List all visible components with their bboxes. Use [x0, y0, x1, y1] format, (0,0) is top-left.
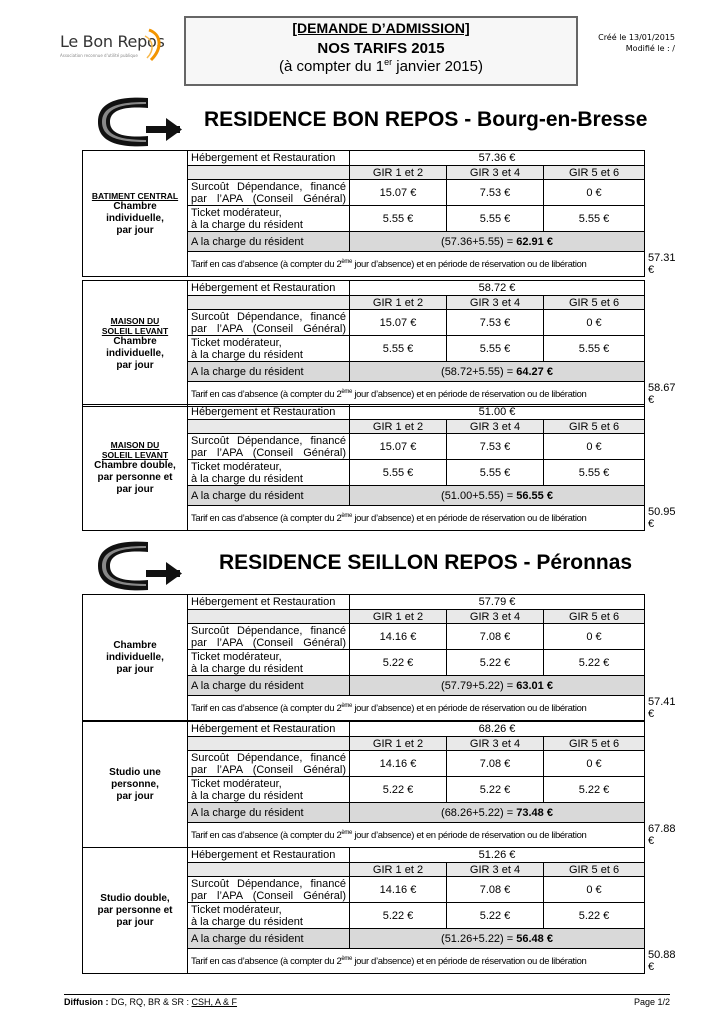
logo-swoosh-icon — [143, 26, 165, 66]
charge-formula: (57.79+5.22) = — [441, 679, 517, 692]
ticket-gir1: 5.22 € — [350, 777, 447, 803]
page-subtitle — [186, 57, 576, 75]
gir-header: GIR 3 et 4 — [447, 863, 544, 877]
gir-header: GIR 5 et 6 — [544, 737, 645, 751]
gir-header: GIR 1 et 2 — [350, 610, 447, 624]
gir-header: GIR 3 et 4 — [447, 296, 544, 310]
surcout-gir5: 0 € — [544, 624, 645, 650]
absence-text: jour d’absence) et en période de réservation ou de libération — [352, 956, 587, 968]
room-type: par jour — [116, 916, 154, 928]
charge-formula: (51.26+5.22) = — [441, 932, 517, 945]
room-type: par personne et — [97, 904, 173, 916]
gir-header: GIR 5 et 6 — [544, 296, 645, 310]
absence-text: Tarif en cas d’absence (à compter du 2 — [191, 830, 342, 842]
ticket-label-line: Ticket modérateur, — [191, 336, 282, 349]
absence-sup: ème — [341, 389, 353, 396]
ticket-label-line: Ticket modérateur, — [191, 460, 282, 473]
tariff-table: MAISON DU SOLEIL LEVANT Chambre individuelle, par jour Hébergement et Restauration 58.72 € GIR 1 et 2 GIR 3 et 4 GIR 5 et 6 Surcoût Dépendance, financé par l’APA (Conseil Général) 15.07 € 7.53 € 0 € Ticket modérateur, à la charge du résident 5.55 € 5.55 € 5.55 € A la charge du résident (58.72+5.55) = 64.27 € Tarif en cas d’absence (à compter du 2ème jour d’absence) et en période de réservation ou de libération 58.67 € — [82, 280, 645, 407]
logo — [60, 26, 165, 66]
hebergement-label: Hébergement et Restauration — [188, 595, 350, 610]
gir-header: GIR 3 et 4 — [447, 166, 544, 180]
page-number: Page 1/2 — [633, 997, 670, 1007]
room-type: individuelle, — [106, 651, 164, 663]
surcout-label: Surcoût Dépendance, financé par l’APA (Conseil Général) — [188, 624, 350, 650]
document-meta — [595, 32, 675, 54]
hebergement-label: Hébergement et Restauration — [188, 151, 350, 166]
ticket-label-line: à la charge du résident — [191, 472, 303, 485]
ticket-gir1: 5.55 € — [350, 206, 447, 232]
surcout-gir5: 0 € — [544, 751, 645, 777]
gir-header: GIR 1 et 2 — [350, 737, 447, 751]
absence-label — [188, 696, 645, 721]
hebergement-value: 68.26 € — [350, 722, 645, 737]
ticket-label-line: à la charge du résident — [191, 218, 303, 231]
hebergement-value: 57.36 € — [350, 151, 645, 166]
tariff-table: Studio une personne, par jour Hébergement et Restauration 68.26 € GIR 1 et 2 GIR 3 et 4 GIR 5 et 6 Surcoût Dépendance, financé par l’APA (Conseil Général) 14.16 € 7.08 € 0 € Ticket modérateur, à la charge du résident 5.22 € 5.22 € 5.22 € A la charge du résident (68.26+5.22) = 73.48 € Tarif en cas d’absence (à compter du 2ème jour d’absence) et en période de réservation ou de libération 67.88 € — [82, 721, 645, 848]
surcout-gir5: 0 € — [544, 310, 645, 336]
diffusion-list-underlined: CSH, A & F — [191, 997, 238, 1007]
surcout-gir3: 7.08 € — [447, 877, 544, 903]
ticket-label-line: à la charge du résident — [191, 789, 303, 802]
charge-label: A la charge du résident — [188, 486, 350, 506]
room-type-cell — [83, 405, 188, 531]
ticket-gir3: 5.55 € — [447, 206, 544, 232]
surcout-gir1: 15.07 € — [350, 180, 447, 206]
room-type: Chambre — [113, 639, 157, 651]
room-type-cell — [83, 722, 188, 848]
surcout-gir1: 15.07 € — [350, 434, 447, 460]
ticket-gir5: 5.22 € — [544, 777, 645, 803]
absence-sup: ème — [341, 956, 353, 963]
ticket-label-line: Ticket modérateur, — [191, 903, 282, 916]
gir-header: GIR 1 et 2 — [350, 863, 447, 877]
absence-label — [188, 506, 645, 531]
hebergement-value: 58.72 € — [350, 281, 645, 296]
ticket-label — [188, 650, 350, 676]
tariff-table: BATIMENT CENTRAL Chambre individuelle, par jour Hébergement et Restauration 57.36 € GIR 1 et 2 GIR 3 et 4 GIR 5 et 6 Surcoût Dépendance, financé par l’APA (Conseil Général) 15.07 € 7.53 € 0 € Ticket modérateur, à la charge du résident 5.55 € 5.55 € 5.55 € A la charge du résident (57.36+5.55) = 62.91 € Tarif en cas d’absence (à compter du 2ème jour d’absence) et en période de réservation ou de libération 57.31 € — [82, 150, 645, 277]
residence-title: RESIDENCE SEILLON REPOS - Péronnas — [219, 551, 633, 574]
ticket-label — [188, 903, 350, 929]
section-arrow-icon — [88, 92, 183, 152]
ticket-gir1: 5.22 € — [350, 650, 447, 676]
hebergement-label: Hébergement et Restauration — [188, 722, 350, 737]
building-name: SOLEIL LEVANT — [101, 449, 169, 460]
absence-text: Tarif en cas d’absence (à compter du 2 — [191, 956, 342, 968]
surcout-gir3: 7.53 € — [447, 180, 544, 206]
charge-formula: (51.00+5.55) = — [441, 489, 517, 502]
ticket-gir3: 5.22 € — [447, 650, 544, 676]
absence-label — [188, 382, 645, 407]
charge-total — [350, 929, 645, 949]
absence-label — [188, 823, 645, 848]
ticket-gir5: 5.22 € — [544, 903, 645, 929]
ticket-label-line: à la charge du résident — [191, 348, 303, 361]
ticket-gir5: 5.55 € — [544, 206, 645, 232]
ticket-gir5: 5.55 € — [544, 336, 645, 362]
modified-date: Modifié le : / — [625, 44, 675, 53]
charge-label: A la charge du résident — [188, 362, 350, 382]
absence-label — [188, 252, 645, 277]
empty-cell — [188, 296, 350, 310]
empty-cell — [188, 610, 350, 624]
ticket-label-line: à la charge du résident — [191, 915, 303, 928]
tariff-table: Studio double, par personne et par jour Hébergement et Restauration 51.26 € GIR 1 et 2 GIR 3 et 4 GIR 5 et 6 Surcoût Dépendance, financé par l’APA (Conseil Général) 14.16 € 7.08 € 0 € Ticket modérateur, à la charge du résident 5.22 € 5.22 € 5.22 € A la charge du résident (51.26+5.22) = 56.48 € Tarif en cas d’absence (à compter du 2ème jour d’absence) et en période de réservation ou de libération 50.88 € — [82, 847, 645, 974]
surcout-gir3: 7.08 € — [447, 624, 544, 650]
charge-label: A la charge du résident — [188, 803, 350, 823]
charge-total-value: 73.48 € — [516, 806, 553, 819]
title-box — [184, 16, 578, 86]
room-type: personne, — [111, 778, 159, 790]
surcout-gir5: 0 € — [544, 877, 645, 903]
room-type: Chambre — [113, 200, 157, 212]
room-type-cell — [83, 848, 188, 974]
surcout-label: Surcoût Dépendance, financé par l’APA (Conseil Général) — [188, 751, 350, 777]
hebergement-value: 51.00 € — [350, 405, 645, 420]
room-type: Studio une — [109, 766, 161, 778]
room-type: par jour — [116, 663, 154, 675]
ticket-label — [188, 336, 350, 362]
absence-text: jour d’absence) et en période de réservation ou de libération — [352, 513, 587, 525]
room-type: par jour — [116, 483, 154, 495]
surcout-gir3: 7.08 € — [447, 751, 544, 777]
residence-title: RESIDENCE BON REPOS - Bourg-en-Bresse — [204, 108, 648, 131]
absence-label — [188, 949, 645, 974]
building-name: BATIMENT CENTRAL — [91, 190, 179, 201]
surcout-gir1: 14.16 € — [350, 751, 447, 777]
hebergement-value: 57.79 € — [350, 595, 645, 610]
logo-tagline: Association reconnue d'utilité publique — [60, 53, 138, 58]
charge-total — [350, 803, 645, 823]
ticket-label — [188, 460, 350, 486]
ticket-gir5: 5.55 € — [544, 460, 645, 486]
gir-header: GIR 1 et 2 — [350, 420, 447, 434]
charge-total — [350, 232, 645, 252]
ticket-gir3: 5.55 € — [447, 336, 544, 362]
room-type: individuelle, — [106, 347, 164, 359]
hebergement-label: Hébergement et Restauration — [188, 848, 350, 863]
section-arrow-icon — [88, 536, 183, 596]
room-type: individuelle, — [106, 212, 164, 224]
diffusion-label: Diffusion : — [64, 997, 109, 1007]
gir-header: GIR 5 et 6 — [544, 610, 645, 624]
diffusion-list: DG, RQ, BR & SR : — [108, 997, 192, 1007]
ticket-gir3: 5.22 € — [447, 777, 544, 803]
ticket-gir1: 5.55 € — [350, 460, 447, 486]
ticket-label-line: Ticket modérateur, — [191, 206, 282, 219]
charge-total-value: 64.27 € — [516, 365, 553, 378]
charge-label: A la charge du résident — [188, 676, 350, 696]
charge-formula: (57.36+5.55) = — [441, 235, 517, 248]
room-type: par personne et — [97, 471, 173, 483]
gir-header: GIR 1 et 2 — [350, 296, 447, 310]
room-type: par jour — [116, 790, 154, 802]
ticket-gir1: 5.55 € — [350, 336, 447, 362]
room-type: par jour — [116, 359, 154, 371]
room-type: Chambre double, — [94, 459, 176, 471]
surcout-gir1: 15.07 € — [350, 310, 447, 336]
surcout-label: Surcoût Dépendance, financé par l’APA (Conseil Général) — [188, 434, 350, 460]
surcout-label: Surcoût Dépendance, financé par l’APA (Conseil Général) — [188, 310, 350, 336]
ticket-gir1: 5.22 € — [350, 903, 447, 929]
charge-total-value: 56.55 € — [516, 489, 553, 502]
charge-total-value: 56.48 € — [516, 932, 553, 945]
charge-total — [350, 486, 645, 506]
gir-header: GIR 5 et 6 — [544, 166, 645, 180]
charge-label: A la charge du résident — [188, 232, 350, 252]
absence-text: Tarif en cas d’absence (à compter du 2 — [191, 703, 342, 715]
surcout-gir5: 0 € — [544, 434, 645, 460]
surcout-label: Surcoût Dépendance, financé par l’APA (Conseil Général) — [188, 877, 350, 903]
logo-text: Le Bon Repos — [60, 32, 165, 51]
charge-formula: (58.72+5.55) = — [441, 365, 517, 378]
ticket-label-line: à la charge du résident — [191, 662, 303, 675]
surcout-gir1: 14.16 € — [350, 877, 447, 903]
absence-sup: ème — [341, 703, 353, 710]
absence-text: jour d’absence) et en période de réservation ou de libération — [352, 703, 587, 715]
absence-text: jour d’absence) et en période de réservation ou de libération — [352, 830, 587, 842]
gir-header: GIR 5 et 6 — [544, 420, 645, 434]
ticket-label-line: Ticket modérateur, — [191, 777, 282, 790]
gir-header: GIR 3 et 4 — [447, 737, 544, 751]
absence-text: Tarif en cas d’absence (à compter du 2 — [191, 389, 342, 401]
charge-formula: (68.26+5.22) = — [441, 806, 517, 819]
footer — [64, 994, 670, 1007]
empty-cell — [188, 737, 350, 751]
gir-header: GIR 3 et 4 — [447, 610, 544, 624]
surcout-label: Surcoût Dépendance, financé par l’APA (Conseil Général) — [188, 180, 350, 206]
charge-total-value: 62.91 € — [516, 235, 553, 248]
subtitle-part: janvier 2015) — [392, 58, 483, 75]
absence-text: jour d’absence) et en période de réservation ou de libération — [352, 259, 587, 271]
absence-text: Tarif en cas d’absence (à compter du 2 — [191, 513, 342, 525]
surcout-gir5: 0 € — [544, 180, 645, 206]
gir-header: GIR 1 et 2 — [350, 166, 447, 180]
ticket-label-line: Ticket modérateur, — [191, 650, 282, 663]
room-type: Studio double, — [100, 892, 170, 904]
charge-total — [350, 676, 645, 696]
ticket-label — [188, 777, 350, 803]
hebergement-label: Hébergement et Restauration — [188, 405, 350, 420]
subtitle-part: (à compter du 1 — [279, 58, 385, 75]
building-name: MAISON DU — [110, 315, 160, 326]
building-name: SOLEIL LEVANT — [101, 325, 169, 336]
document-type: [DEMANDE D’ADMISSION] — [292, 20, 470, 36]
charge-total — [350, 362, 645, 382]
gir-header: GIR 3 et 4 — [447, 420, 544, 434]
surcout-gir1: 14.16 € — [350, 624, 447, 650]
absence-sup: ème — [341, 259, 353, 266]
gir-header: GIR 5 et 6 — [544, 863, 645, 877]
surcout-gir3: 7.53 € — [447, 434, 544, 460]
empty-cell — [188, 863, 350, 877]
tariff-table: Chambre individuelle, par jour Hébergement et Restauration 57.79 € GIR 1 et 2 GIR 3 et 4 GIR 5 et 6 Surcoût Dépendance, financé par l’APA (Conseil Général) 14.16 € 7.08 € 0 € Ticket modérateur, à la charge du résident 5.22 € 5.22 € 5.22 € A la charge du résident (57.79+5.22) = 63.01 € Tarif en cas d’absence (à compter du 2ème jour d’absence) et en période de réservation ou de libération 57.41 € — [82, 594, 645, 721]
room-type-cell — [83, 281, 188, 407]
subtitle-sup: er — [384, 57, 393, 67]
ticket-gir3: 5.55 € — [447, 460, 544, 486]
room-type: Chambre — [113, 335, 157, 347]
surcout-gir3: 7.53 € — [447, 310, 544, 336]
hebergement-label: Hébergement et Restauration — [188, 281, 350, 296]
tariff-table: MAISON DU SOLEIL LEVANT Chambre double, par personne et par jour Hébergement et Restauration 51.00 € GIR 1 et 2 GIR 3 et 4 GIR 5 et 6 Surcoût Dépendance, financé par l’APA (Conseil Général) 15.07 € 7.53 € 0 € Ticket modérateur, à la charge du résident 5.55 € 5.55 € 5.55 € A la charge du résident (51.00+5.55) = 56.55 € Tarif en cas d’absence (à compter du 2ème jour d’absence) et en période de réservation ou de libération 50.95 € — [82, 404, 645, 531]
ticket-label — [188, 206, 350, 232]
absence-sup: ème — [341, 830, 353, 837]
absence-text: jour d’absence) et en période de réservation ou de libération — [352, 389, 587, 401]
room-type-cell — [83, 595, 188, 721]
absence-text: Tarif en cas d’absence (à compter du 2 — [191, 259, 342, 271]
empty-cell — [188, 420, 350, 434]
room-type: par jour — [116, 224, 154, 236]
empty-cell — [188, 166, 350, 180]
created-date: Créé le 13/01/2015 — [598, 33, 675, 42]
ticket-gir5: 5.22 € — [544, 650, 645, 676]
charge-label: A la charge du résident — [188, 929, 350, 949]
page-title: NOS TARIFS 2015 — [317, 40, 445, 57]
hebergement-value: 51.26 € — [350, 848, 645, 863]
absence-sup: ème — [341, 513, 353, 520]
charge-total-value: 63.01 € — [516, 679, 553, 692]
room-type-cell — [83, 151, 188, 277]
ticket-gir3: 5.22 € — [447, 903, 544, 929]
building-name: MAISON DU — [110, 439, 160, 450]
